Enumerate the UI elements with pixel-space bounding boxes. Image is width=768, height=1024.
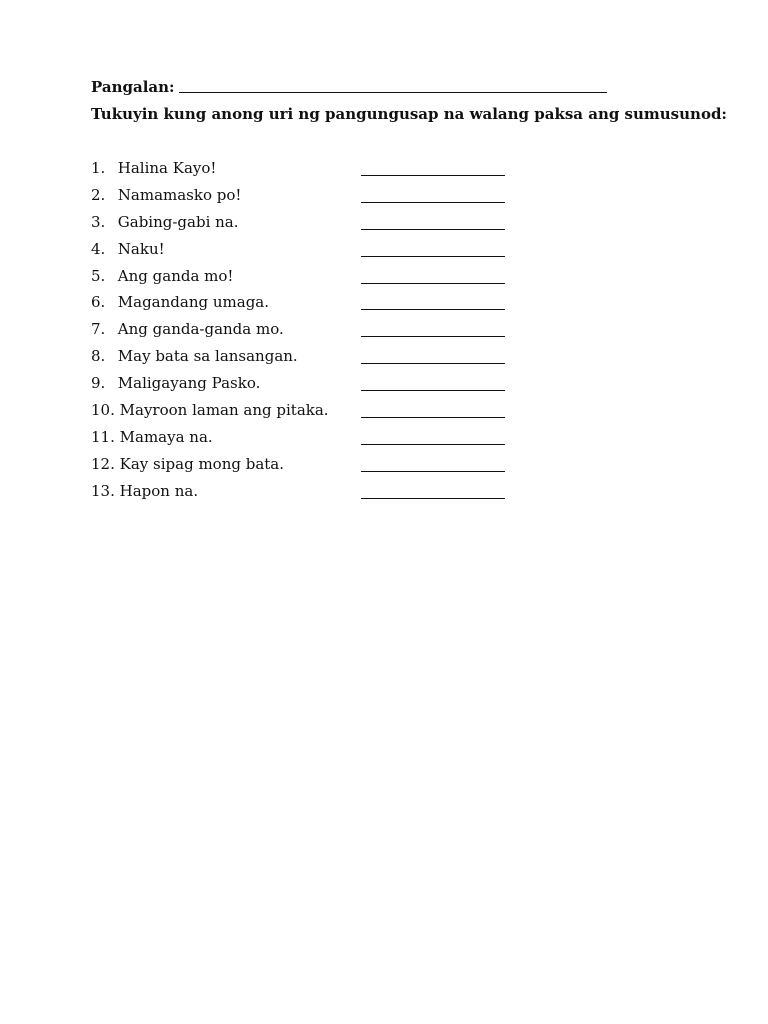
question-item bbox=[91, 158, 521, 185]
answer-blank-line[interactable] bbox=[361, 444, 505, 445]
instruction-text: Tukuyin kung anong uri ng pangungusap na walang paksa ang sumusunod: bbox=[91, 105, 727, 123]
question-number: 9. bbox=[91, 374, 106, 393]
question-text: Gabing-gabi na. bbox=[117, 212, 239, 231]
question-text: Mamaya na. bbox=[119, 427, 213, 446]
question-number: 2. bbox=[91, 185, 106, 204]
answer-blank-line[interactable] bbox=[361, 309, 505, 310]
question-text: Kay sipag mong bata. bbox=[119, 454, 285, 473]
answer-blank-line[interactable] bbox=[361, 471, 505, 472]
question-text: Maligayang Pasko. bbox=[117, 374, 261, 393]
question-text: Ang ganda mo! bbox=[117, 266, 234, 285]
question-item bbox=[91, 373, 521, 400]
question-item bbox=[91, 481, 521, 508]
answer-blank-line[interactable] bbox=[361, 229, 505, 230]
question-number: 3. bbox=[91, 212, 106, 231]
question-text: Mayroon laman ang pitaka. bbox=[119, 401, 329, 420]
answer-blank-line[interactable] bbox=[361, 498, 505, 499]
name-row bbox=[91, 78, 607, 96]
question-item bbox=[91, 400, 521, 427]
question-item bbox=[91, 346, 521, 373]
question-item bbox=[91, 185, 521, 212]
answer-blank-line[interactable] bbox=[361, 283, 505, 284]
name-label: Pangalan: bbox=[91, 78, 175, 96]
question-number: 13. bbox=[91, 481, 115, 500]
question-number: 4. bbox=[91, 239, 106, 258]
question-number: 6. bbox=[91, 293, 106, 312]
answer-blank-line[interactable] bbox=[361, 336, 505, 337]
question-item bbox=[91, 319, 521, 346]
question-number: 11. bbox=[91, 427, 115, 446]
name-blank-line[interactable] bbox=[179, 92, 607, 93]
answer-blank-line[interactable] bbox=[361, 202, 505, 203]
question-item bbox=[91, 292, 521, 319]
answer-blank-line[interactable] bbox=[361, 175, 505, 176]
answer-blank-line[interactable] bbox=[361, 256, 505, 257]
question-number: 5. bbox=[91, 266, 106, 285]
question-number: 10. bbox=[91, 401, 115, 420]
question-number: 8. bbox=[91, 347, 106, 366]
question-text: Hapon na. bbox=[119, 481, 199, 500]
question-item bbox=[91, 454, 521, 481]
question-text: Namamasko po! bbox=[117, 185, 242, 204]
question-text: May bata sa lansangan. bbox=[117, 347, 298, 366]
answer-blank-line[interactable] bbox=[361, 390, 505, 391]
question-text: Halina Kayo! bbox=[117, 159, 217, 177]
answer-blank-line[interactable] bbox=[361, 417, 505, 418]
question-number: 1. bbox=[91, 159, 106, 177]
question-text: Ang ganda-ganda mo. bbox=[117, 320, 284, 339]
question-item bbox=[91, 239, 521, 266]
answer-blank-line[interactable] bbox=[361, 363, 505, 364]
question-text: Naku! bbox=[117, 239, 165, 258]
question-item bbox=[91, 427, 521, 454]
question-item bbox=[91, 266, 521, 293]
question-number: 7. bbox=[91, 320, 106, 339]
question-text: Magandang umaga. bbox=[117, 293, 270, 312]
question-list bbox=[91, 158, 521, 508]
question-item bbox=[91, 212, 521, 239]
question-number: 12. bbox=[91, 454, 115, 473]
